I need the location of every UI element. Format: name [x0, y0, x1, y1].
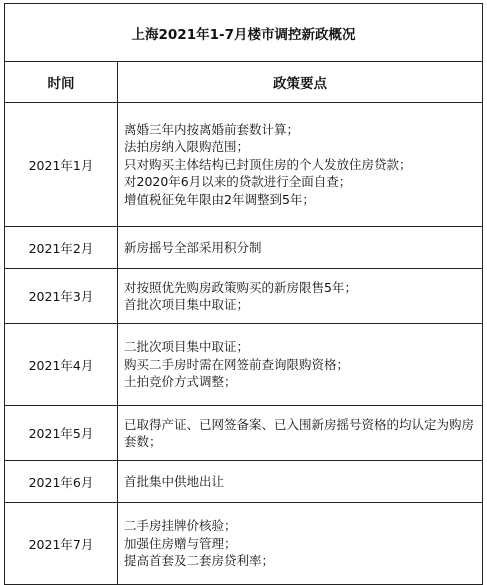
policy-point: 首批次项目集中取证；	[124, 297, 250, 312]
header-row	[5, 62, 483, 103]
month-cell: 2021年5月	[5, 406, 118, 461]
table-row	[5, 461, 483, 503]
policy-points-cell	[118, 227, 483, 269]
policy-point: 对按照优先购房政策购买的新房限售5年；	[124, 279, 357, 295]
policy-point: 土拍竞价方式调整；	[124, 374, 237, 390]
policy-points-cell	[118, 103, 483, 227]
policy-point: 新房摇号全部采用积分制	[124, 239, 262, 255]
table-title: 上海2021年1-7月楼市调控新政概况	[5, 4, 483, 62]
policy-table	[4, 3, 483, 585]
month-cell: 2021年6月	[5, 461, 118, 503]
policy-point: 二批次项目集中取证；	[124, 339, 250, 355]
month-cell: 2021年3月	[5, 269, 118, 324]
table-row	[5, 324, 483, 406]
table-row	[5, 406, 483, 461]
policy-point: 法拍房纳入限购范围；	[124, 139, 250, 155]
month-cell: 2021年7月	[5, 503, 118, 585]
policy-points-cell	[118, 269, 483, 324]
month-cell: 2021年2月	[5, 227, 118, 269]
policy-point: 二手房挂牌价核验；	[124, 518, 237, 534]
month-cell: 2021年4月	[5, 324, 118, 406]
policy-sheet	[4, 3, 482, 569]
table-row	[5, 227, 483, 269]
policy-point: 离婚三年内按离婚前套数计算；	[124, 121, 300, 137]
table-row	[5, 503, 483, 585]
month-cell: 2021年1月	[5, 103, 118, 227]
column-header-time: 时间	[5, 62, 118, 103]
policy-points-cell	[118, 461, 483, 503]
policy-point: 增值税征免年限由2年调整到5年；	[124, 191, 315, 207]
policy-point: 提高首套及二套房贷利率；	[124, 553, 275, 569]
policy-points-cell	[118, 324, 483, 406]
column-header-policy: 政策要点	[118, 62, 483, 103]
policy-point: 首批集中供地出让	[124, 473, 225, 489]
table-row	[5, 269, 483, 324]
policy-point: 购买二手房时需在网签前查询限购资格；	[124, 356, 350, 372]
policy-point: 已取得产证、已网签备案、已入围新房摇号资格的均认定为购房套数；	[124, 416, 475, 449]
table-row	[5, 103, 483, 227]
policy-points-cell	[118, 406, 483, 461]
policy-point: 只对购买主体结构已封顶住房的个人发放住房贷款；	[124, 156, 412, 172]
policy-points-cell	[118, 503, 483, 585]
policy-point: 加强住房赠与管理；	[124, 535, 237, 551]
policy-point: 对2020年6月以来的贷款进行全面自查；	[124, 174, 352, 190]
title-row	[5, 4, 483, 62]
